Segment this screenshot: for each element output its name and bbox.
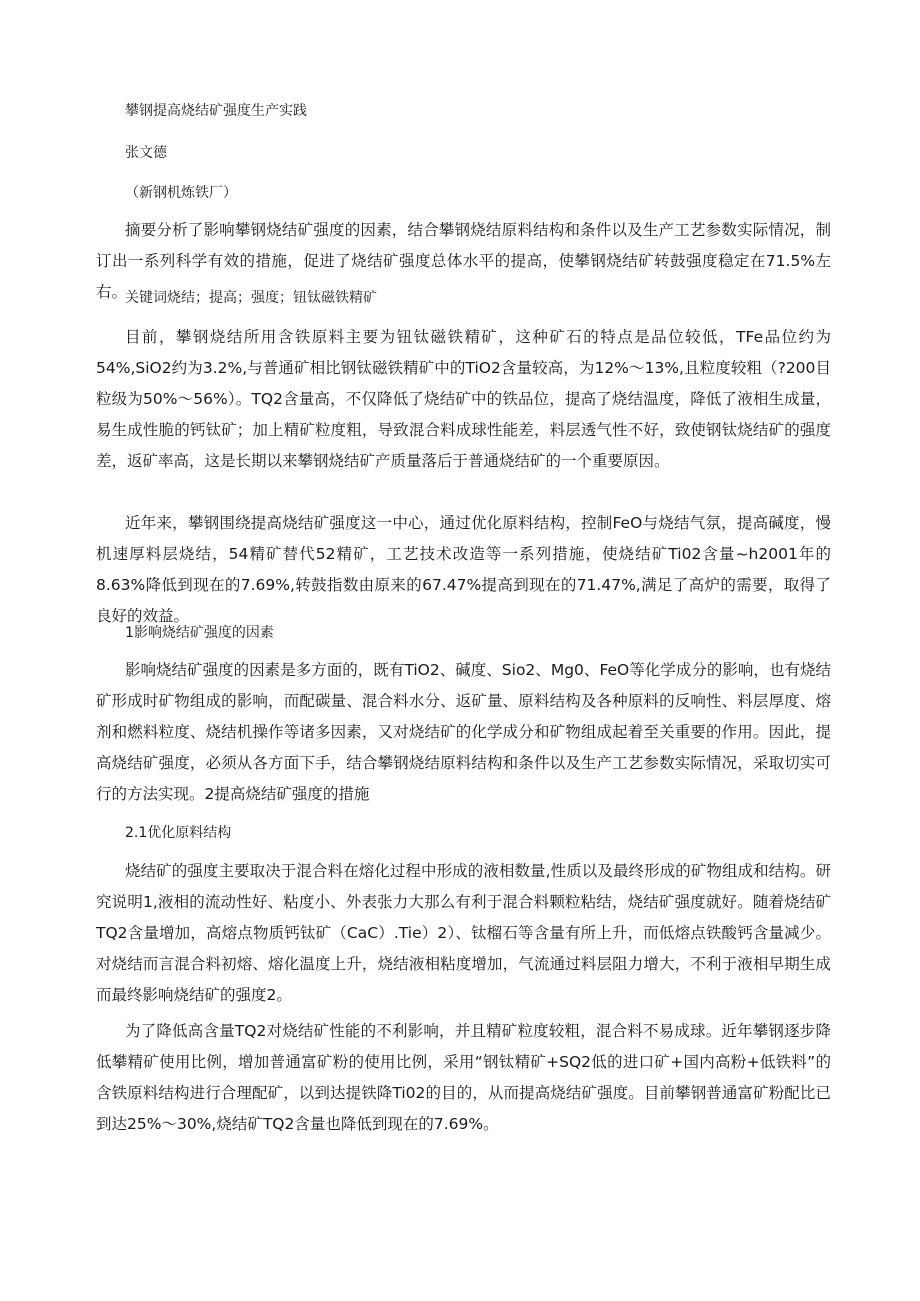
section-heading: 1影响烧结矿强度的因素 xyxy=(125,625,274,641)
keywords: 关键词烧结；提高；强度；钮钛磁铁精矿 xyxy=(125,290,377,306)
affiliation: （新钢机炼铁厂） xyxy=(125,185,237,201)
document-title: 攀钢提高烧结矿强度生产实践 xyxy=(125,103,307,119)
body-paragraph: 影响烧结矿强度的因素是多方面的，既有TiO2、碱度、Sio2、Mg0、FeO等化学成分的影响，也有烧结矿形成时矿物组成的影响，而配碳量、混合料水分、返矿量、原料结构及各种原料的反响性、料层厚度、熔剂和燃料粒度、烧结机操作等诸多因素，又对烧结矿的化学成分和矿物组成起着至关重要的作用。因此，提高烧结矿强度，必须从各方面下手，结合攀钢烧结原料结构和条件以及生产工艺参数实际情况，采取切实可行的方法实现。2提高烧结矿强度的措施 xyxy=(96,661,831,803)
author: 张文德 xyxy=(125,145,167,161)
section-heading: 2.1优化原料结构 xyxy=(125,825,232,841)
body-paragraph: 目前，攀钢烧结所用含铁原料主要为钮钛磁铁精矿，这种矿石的特点是品位较低，TFe品位约为54%,SiO2约为3.2%,与普通矿相比钢钛磁铁精矿中的TiO2含量较高，为12%～13%,且粒度较粗（?200目粒级为50%～56%）。TQ2含量高，不仅降低了烧结矿中的铁品位，提高了烧结温度，降低了液相生成量，易生成性脆的钙钛矿；加上精矿粒度粗，导致混合料成球性能差，料层透气性不好，致使钢钛烧结矿的强度差，返矿率高，这是长期以来攀钢烧结矿产质量落后于普通烧结矿的一个重要原因。 xyxy=(96,328,831,470)
body-paragraph: 近年来，攀钢围绕提高烧结矿强度这一中心，通过优化原料结构，控制FeO与烧结气氛，提高碱度，慢机速厚料层烧结，54精矿替代52精矿，工艺技术改造等一系列措施，使烧结矿Ti02含量~h2001年的8.63%降低到现在的7.69%,转鼓指数由原来的67.47%提高到现在的71.47%,满足了高炉的需要，取得了良好的效益。 xyxy=(96,514,831,625)
body-paragraph: 烧结矿的强度主要取决于混合料在熔化过程中形成的液相数量,性质以及最终形成的矿物组成和结构。研究说明1,液相的流动性好、粘度小、外表张力大那么有利于混合料颗粒粘结，烧结矿强度就好。随着烧结矿TQ2含量增加，高熔点物质钙钛矿（CaC）.Tie）2）、钛榴石等含量有所上升，而低熔点铁酸钙含量减少。对烧结而言混合料初熔、熔化温度上升，烧结液相粘度增加，气流通过料层阻力增大，不利于液相早期生成而最终影响烧结矿的强度2。 xyxy=(96,862,831,1004)
body-paragraph: 为了降低高含量TQ2对烧结矿性能的不利影响，并且精矿粒度较粗，混合料不易成球。近年攀钢逐步降低攀精矿使用比例，增加普通富矿粉的使用比例，采用“钢钛精矿+SQ2低的进口矿+国内高粉+低铁料”的含铁原料结构进行合理配矿，以到达提铁降Ti02的目的，从而提高烧结矿强度。目前攀钢普通富矿粉配比已到达25%～30%,烧结矿TQ2含量也降低到现在的7.69%。 xyxy=(96,1022,831,1133)
abstract: 摘要分析了影响攀钢烧结矿强度的因素，结合攀钢烧结原料结构和条件以及生产工艺参数实际情况，制订出一系列科学有效的措施，促进了烧结矿强度总体水平的提高，使攀钢烧结矿转鼓强度稳定在71.5%左右。 xyxy=(96,221,831,301)
